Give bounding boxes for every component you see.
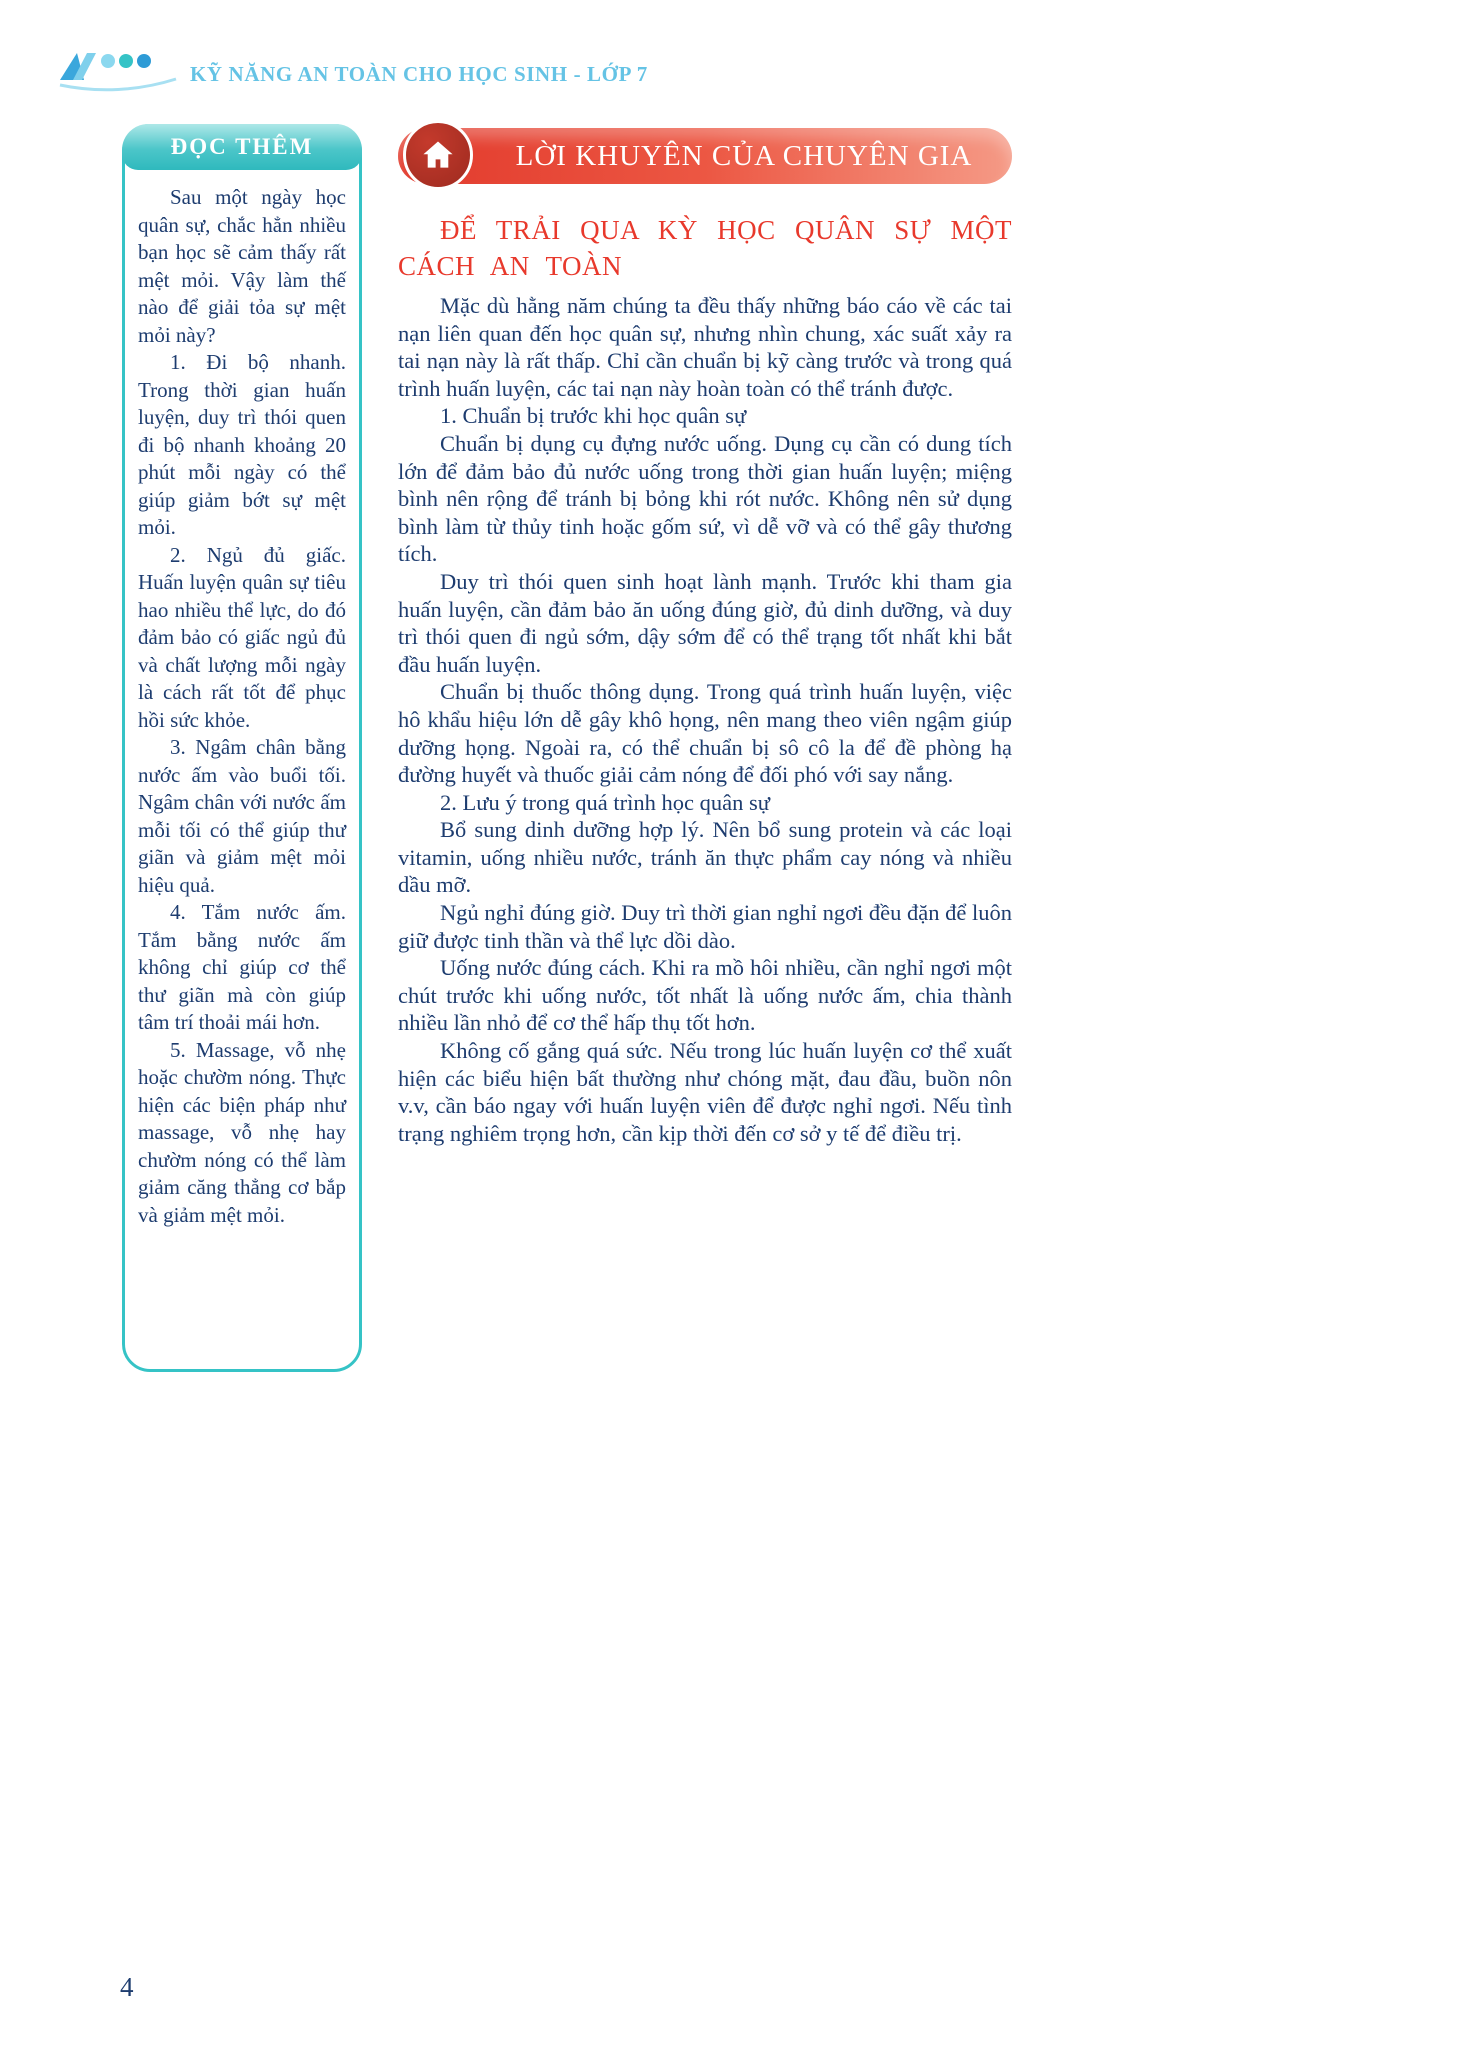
paragraph: 2. Lưu ý trong quá trình học quân sự	[440, 789, 770, 815]
page-number: 4	[120, 1972, 134, 2002]
paragraph: 2. Ngủ đủ giấc. Huấn luyện quân sự tiêu hao nhiều thể lực, do đó đảm bảo có giấc ngủ đủ và chất lượng mỗi ngày là cách rất tốt để phục hồi sức khỏe.	[138, 542, 346, 732]
paragraph: Không cố gắng quá sức. Nếu trong lúc huấn luyện cơ thể xuất hiện các biểu hiện bất thường như chóng mặt, đau đầu, buồn nôn v.v, cần báo ngay với huấn luyện viên để được nghỉ ngơi. Nếu tình trạng nghiêm trọng hơn, cần kịp thời đến cơ sở y tế để điều trị.	[398, 1038, 1012, 1146]
paragraph: Chuẩn bị dụng cụ đựng nước uống. Dụng cụ cần có dung tích lớn để đảm bảo đủ nước uống trong thời gian huấn luyện; miệng bình nên rộng để tránh bị bỏng khi rót nước. Không nên sử dụng bình làm từ thủy tinh hoặc gốm sứ, vì dễ vỡ và có thể gây thương tích.	[398, 430, 1012, 567]
paragraph: Duy trì thói quen sinh hoạt lành mạnh. Trước khi tham gia huấn luyện, cần đảm bảo ăn uống đúng giờ, đủ dinh dưỡng, và duy trì thói quen đi ngủ sớm, dậy sớm để có thể trạng tốt nhất khi bắt đầu huấn luyện.	[398, 568, 1012, 677]
paragraph: Bổ sung dinh dưỡng hợp lý. Nên bổ sung protein và các loại vitamin, uống nhiều nước, tránh ăn thực phẩm cay nóng và nhiều dầu mỡ.	[398, 817, 1012, 898]
paragraph: Mặc dù hằng năm chúng ta đều thấy những báo cáo về các tai nạn liên quan đến học quân sự, nhưng nhìn chung, xác suất xảy ra tai nạn này là rất thấp. Chỉ cần chuẩn bị kỹ càng trước và trong quá trình huấn luyện, các tai nạn này hoàn toàn có thể tránh được.	[398, 293, 1012, 401]
page-header	[58, 50, 648, 99]
read-more-title: ĐỌC THÊM	[122, 124, 362, 170]
paragraph: Chuẩn bị thuốc thông dụng. Trong quá trình huấn luyện, việc hô khẩu hiệu lớn dễ gây khô họng, nên mang theo viên ngậm giúp dưỡng họng. Ngoài ra, có thể chuẩn bị sô cô la để đề phòng hạ đường huyết và thuốc giải cảm nóng để đối phó với say nắng.	[398, 679, 1012, 788]
section-heading: ĐỂ TRẢI QUA KỲ HỌC QUÂN SỰ MỘT CÁCH AN TOÀN	[398, 215, 1012, 281]
paragraph: Sau một ngày học quân sự, chắc hẳn nhiều bạn học sẽ cảm thấy rất mệt mỏi. Vậy làm thế nào để giải tỏa sự mệt mỏi này?	[138, 185, 346, 347]
banner-title: LỜI KHUYÊN CỦA CHUYÊN GIA	[515, 140, 973, 172]
paragraph: 3. Ngâm chân bằng nước ấm vào buổi tối. Ngâm chân với nước ấm mỗi tối có thể giúp thư giãn và giảm mệt mỏi hiệu quả.	[138, 735, 346, 897]
expert-advice-banner	[398, 128, 1012, 184]
paragraph: 1. Đi bộ nhanh. Trong thời gian huấn luyện, duy trì thói quen đi bộ nhanh khoảng 20 phút mỗi ngày có thể giúp giảm bớt sự mệt mỏi.	[138, 350, 346, 539]
paragraph: Ngủ nghỉ đúng giờ. Duy trì thời gian nghỉ ngơi đều đặn để luôn giữ được tinh thần và thể lực dồi dào.	[398, 900, 1012, 953]
paragraph: 5. Massage, vỗ nhẹ hoặc chườm nóng. Thực hiện các biện pháp như massage, vỗ nhẹ hay chườm nóng có thể làm giảm căng thẳng cơ bắp và giảm mệt mỏi.	[138, 1037, 346, 1227]
read-more-box	[122, 124, 362, 1372]
book-title: KỸ NĂNG AN TOÀN CHO HỌC SINH - LỚP 7	[190, 62, 648, 86]
section-body	[398, 292, 1012, 1147]
paragraph: Uống nước đúng cách. Khi ra mồ hôi nhiều, cần nghỉ ngơi một chút trước khi uống nước, tốt nhất là uống nước ấm, chia thành nhiều lần nhỏ để cơ thể hấp thụ tốt hơn.	[398, 955, 1012, 1036]
paragraph: 4. Tắm nước ấm. Tắm bằng nước ấm không chỉ giúp cơ thể thư giãn mà còn giúp tâm trí thoải mái hơn.	[138, 900, 346, 1034]
house-icon	[403, 120, 473, 190]
main-column	[398, 128, 1012, 1147]
read-more-body	[125, 170, 359, 1235]
paragraph: 1. Chuẩn bị trước khi học quân sự	[440, 403, 747, 429]
brand-logo-icon	[58, 50, 178, 99]
